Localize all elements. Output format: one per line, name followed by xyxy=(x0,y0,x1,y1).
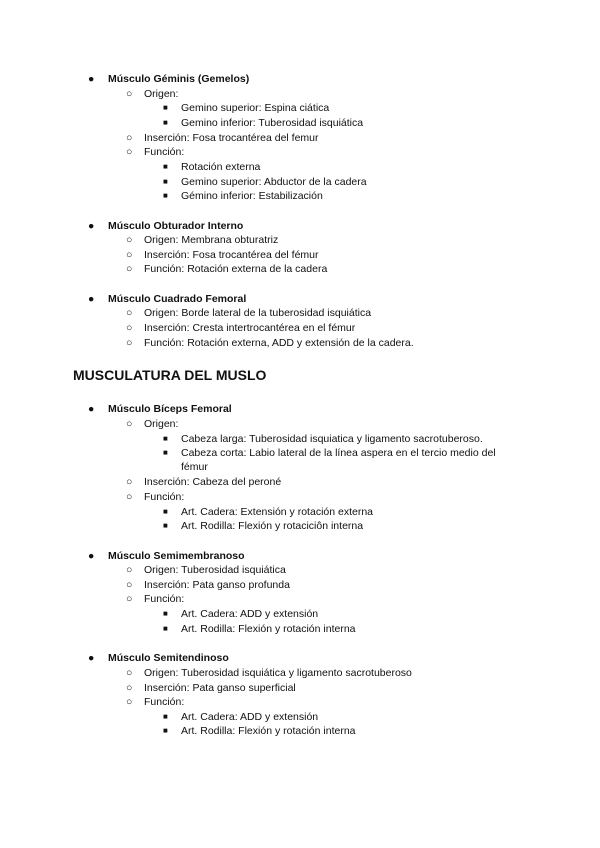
bullet-circle: ○ xyxy=(126,579,133,591)
section-title: ● Músculo Géminis (Gemelos) xyxy=(88,73,250,85)
list-item: ○ Función: xyxy=(126,491,185,503)
section-title: ● Músculo Cuadrado Femoral xyxy=(88,293,247,305)
list-subitem: ■ Gemino superior: Abductor de la cadera xyxy=(163,176,367,188)
list-item: ○ Función: xyxy=(126,146,185,158)
list-subitem: ■ Gemino superior: Espina ciática xyxy=(163,102,330,114)
list-item: ○ Origen: Tuberosidad isquiática xyxy=(126,564,286,576)
list-item: ○ Inserción: Fosa trocantérea del fémur xyxy=(126,249,319,261)
bullet-circle: ○ xyxy=(126,564,133,576)
list-subitem: ■ Gémino inferior: Estabilización xyxy=(163,190,323,202)
list-item: ○ Origen: xyxy=(126,88,179,100)
bullet-circle: ○ xyxy=(126,418,133,430)
list-subitem: ■ Art. Cadera: Extensión y rotación externa xyxy=(163,506,374,518)
bullet-circle: ○ xyxy=(126,491,133,503)
bullet-square: ■ xyxy=(163,118,168,127)
bullet-square: ■ xyxy=(163,162,168,171)
bullet-circle: ○ xyxy=(126,146,133,158)
list-item: ○ Origen: Tuberosidad isquiática y ligamento sacrotuberoso xyxy=(126,667,412,679)
section-title: ● Músculo Semimembranoso xyxy=(88,550,245,562)
list-subitem: ■ Rotación externa xyxy=(163,161,261,173)
bullet-circle: ○ xyxy=(126,337,133,349)
list-subitem: ■ Art. Rodilla: Flexión y rotaciciôn interna xyxy=(163,520,364,532)
bullet-square: ■ xyxy=(163,191,168,200)
list-item: ○ Inserción: Cresta intertrocantérea en el fémur xyxy=(126,322,356,334)
section-title: ● Músculo Semitendinoso xyxy=(88,652,229,664)
list-item: ○ Función: Rotación externa de la cadera xyxy=(126,263,328,275)
bullet-circle: ○ xyxy=(126,307,133,319)
list-subitem: ■ Art. Rodilla: Flexión y rotación interna xyxy=(163,725,356,737)
list-item: ○ Inserción: Pata ganso profunda xyxy=(126,579,290,591)
bullet-square: ■ xyxy=(163,507,168,516)
bullet-circle: ○ xyxy=(126,249,133,261)
list-item: ○ Origen: Membrana obturatriz xyxy=(126,234,279,246)
bullet-square: ■ xyxy=(163,609,168,618)
bullet-square: ■ xyxy=(163,712,168,721)
bullet-circle: ○ xyxy=(126,234,133,246)
section-title: ● Músculo Bíceps Femoral xyxy=(88,403,232,415)
bullet-disc: ● xyxy=(88,550,95,562)
list-subitem: ■ Art. Cadera: ADD y extensión xyxy=(163,711,319,723)
bullet-circle: ○ xyxy=(126,696,133,708)
bullet-circle: ○ xyxy=(126,476,133,488)
bullet-disc: ● xyxy=(88,293,95,305)
section-heading: MUSCULATURA DEL MUSLO xyxy=(73,367,267,383)
bullet-disc: ● xyxy=(88,73,95,85)
bullet-disc: ● xyxy=(88,220,95,232)
bullet-square: ■ xyxy=(163,521,168,530)
list-item: ○ Función: Rotación externa, ADD y extensión de la cadera. xyxy=(126,337,414,349)
bullet-circle: ○ xyxy=(126,88,133,100)
bullet-square: ■ xyxy=(163,103,168,112)
bullet-disc: ● xyxy=(88,652,95,664)
bullet-circle: ○ xyxy=(126,682,133,694)
list-subitem: ■ Art. Rodilla: Flexión y rotación interna xyxy=(163,623,356,635)
list-subitem: ■ Cabeza larga: Tuberosidad isquiatica y ligamento sacrotuberoso. xyxy=(163,433,483,445)
bullet-disc: ● xyxy=(88,403,95,415)
list-item: ○ Inserción: Fosa trocantérea del femur xyxy=(126,132,319,144)
bullet-square: ■ xyxy=(163,434,168,443)
list-subitem: ■ Cabeza corta: Labio lateral de la línea aspera en el tercio medio del fémur xyxy=(163,447,496,473)
bullet-circle: ○ xyxy=(126,593,133,605)
bullet-square: ■ xyxy=(163,726,168,735)
list-item: ○ Función: xyxy=(126,696,185,708)
bullet-square: ■ xyxy=(163,177,168,186)
section-title: ● Músculo Obturador Interno xyxy=(88,220,244,232)
bullet-circle: ○ xyxy=(126,667,133,679)
bullet-square: ■ xyxy=(163,624,168,633)
bullet-circle: ○ xyxy=(126,263,133,275)
list-item: ○ Origen: Borde lateral de la tuberosidad isquiática xyxy=(126,307,372,319)
list-item: ○ Función: xyxy=(126,593,185,605)
list-item: ○ Origen: xyxy=(126,418,179,430)
list-subitem: ■ Art. Cadera: ADD y extensión xyxy=(163,608,319,620)
bullet-circle: ○ xyxy=(126,132,133,144)
list-item: ○ Inserción: Pata ganso superficial xyxy=(126,682,296,694)
list-item: ○ Inserción: Cabeza del peroné xyxy=(126,476,282,488)
bullet-circle: ○ xyxy=(126,322,133,334)
bullet-square: ■ xyxy=(163,448,168,457)
list-subitem: ■ Gemino inferior: Tuberosidad isquiática xyxy=(163,117,364,129)
